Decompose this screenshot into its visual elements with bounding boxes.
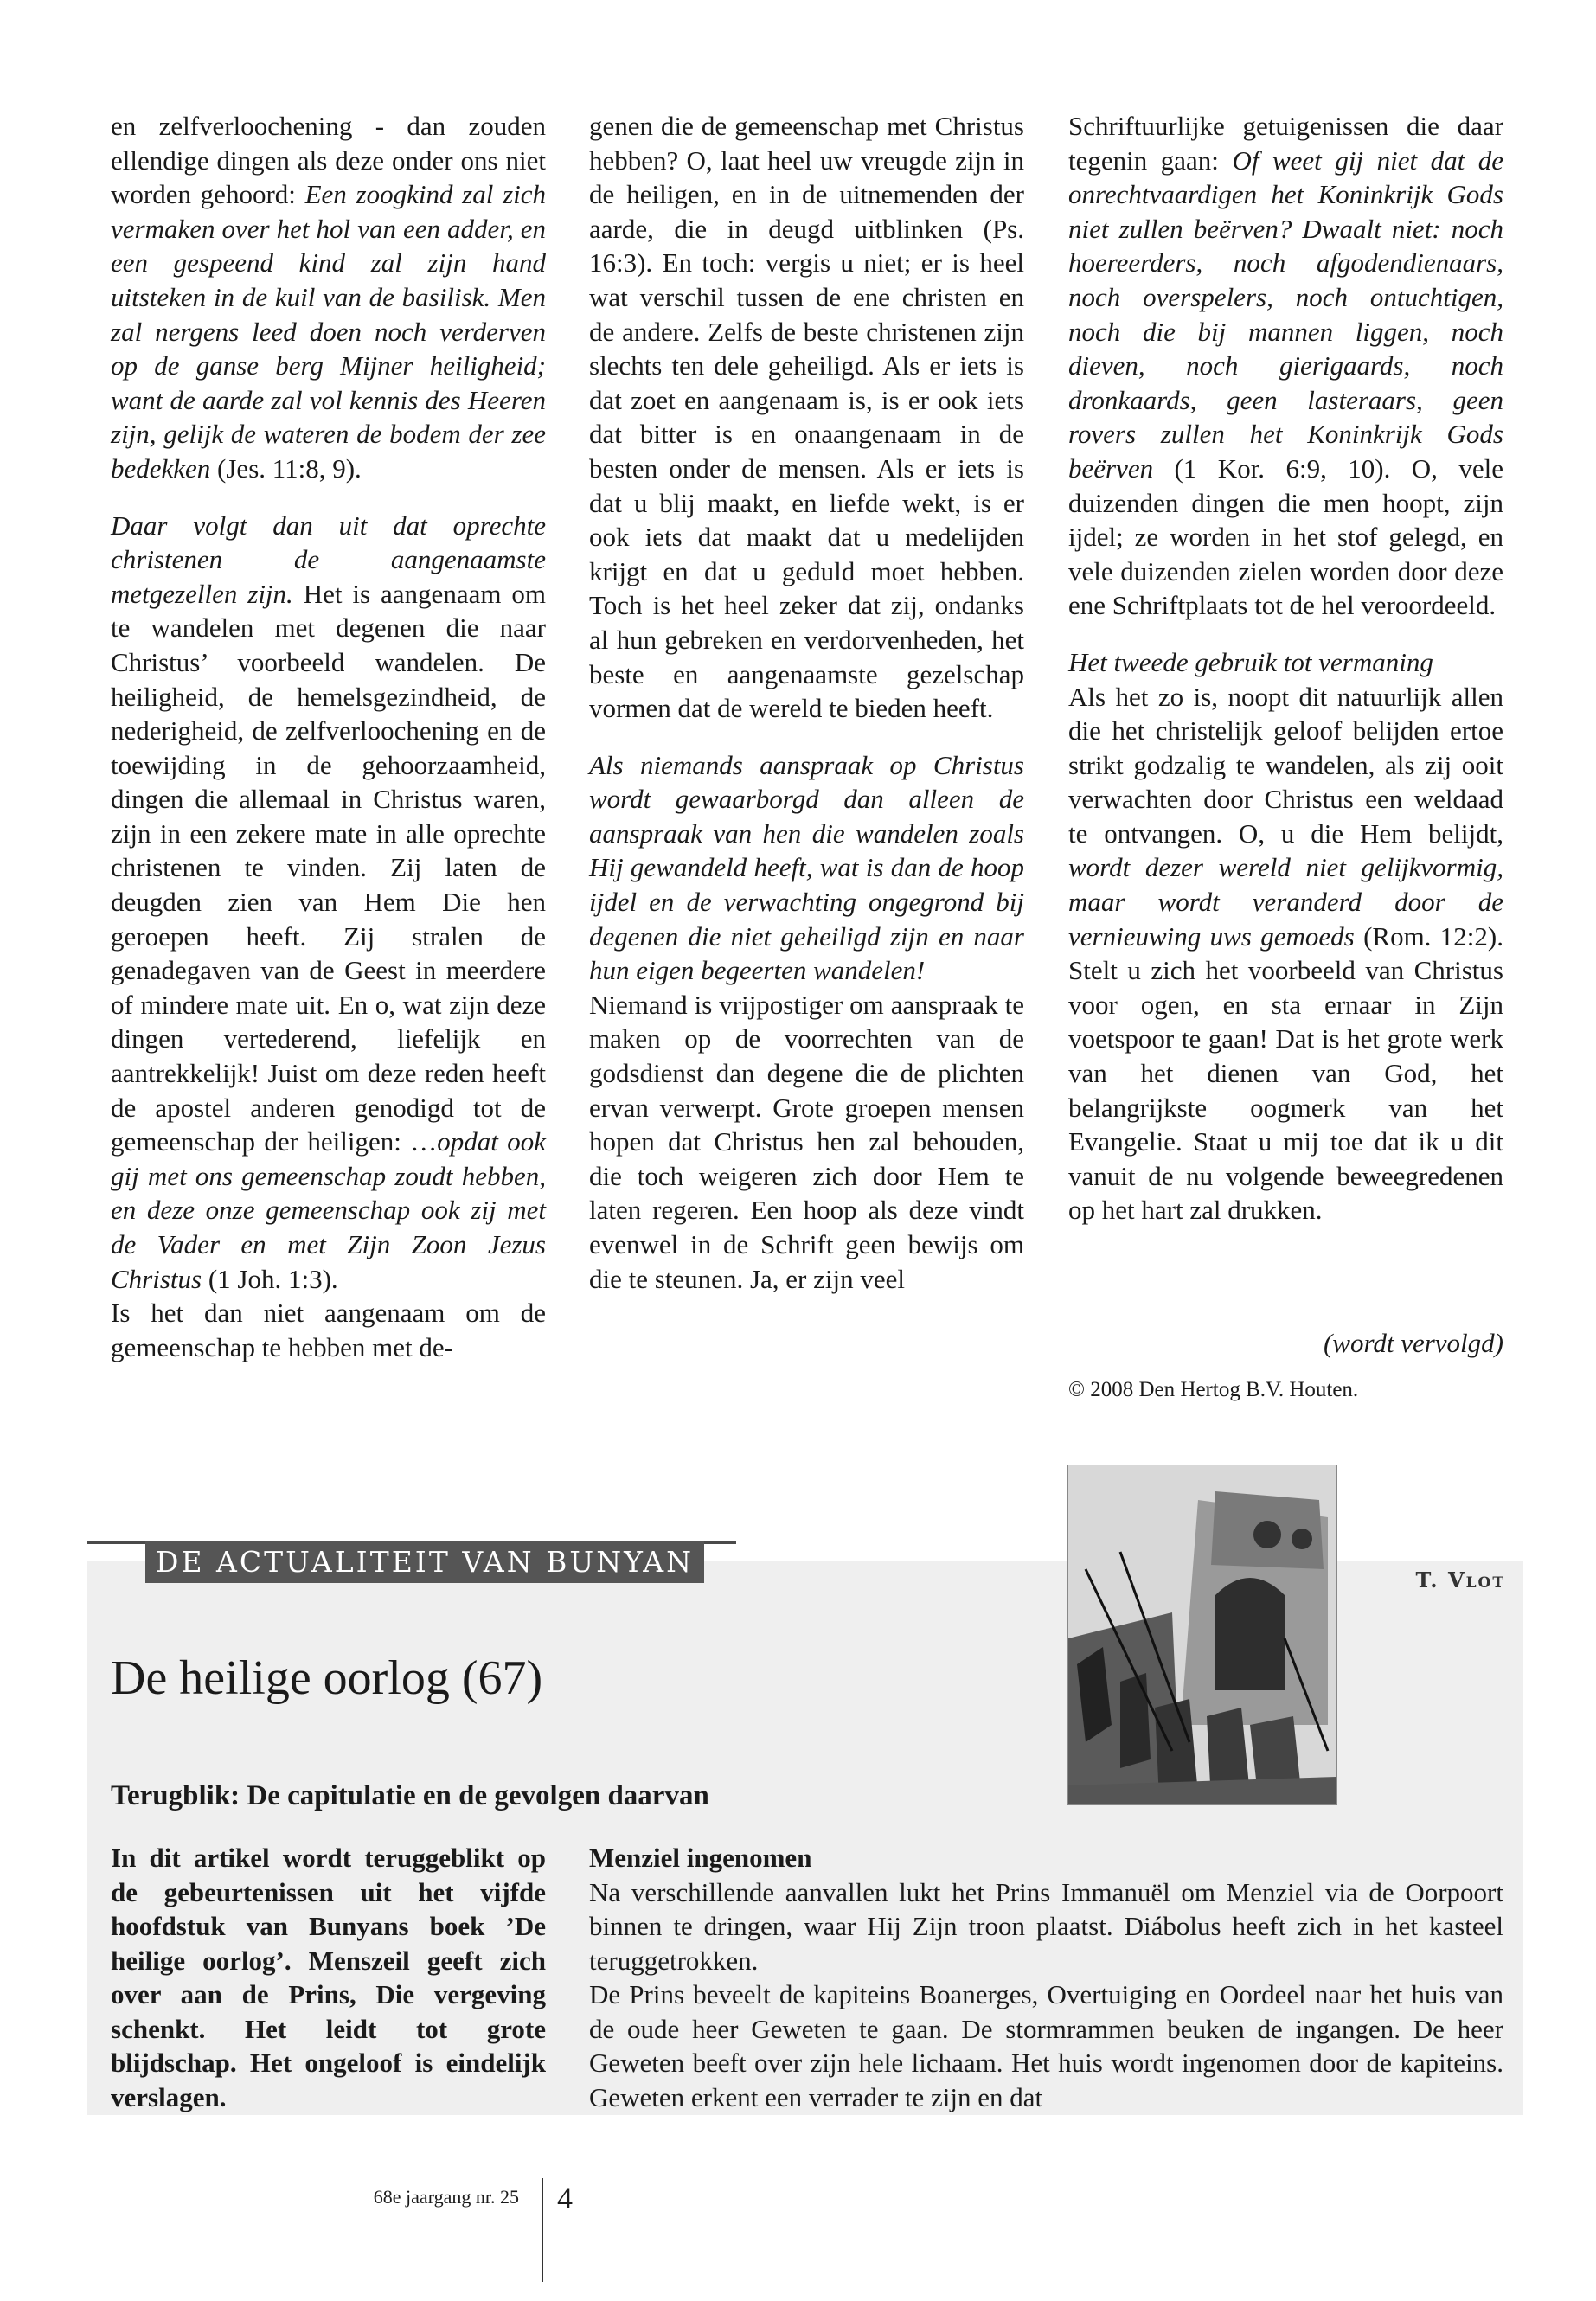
italic-run: wordt dezer wereld niet gelijkvormig, maar wordt veranderd door de vernieuwing uws gemoeds [1068,852,1503,952]
paragraph: Niemand is vrijpostiger om aanspraak te maken op de voorrechten van de godsdienst dan degene die de plichten ervan verwerpt. Grote groepen mensen hopen dat Christus hen zal behouden, die toch weigeren zich door Hem te laten regeren. Een hoop als deze vindt evenwel in de Schrift geen bewijs om die te steunen. Ja, er zijn veel [589,989,1024,1294]
italic-run: opdat ook gij met ons gemeenschap zoudt hebben, en deze onze gemeenschap ook zij met de Vader en met Zijn Zoon Jezus Christus [111,1126,547,1294]
issue-info: 68e jaargang nr. 25 [373,2186,519,2208]
article-title: De heilige oorlog (67) [111,1651,543,1705]
paragraph: Is het dan niet aangenaam om de gemeenschap te hebben met de- [111,1298,546,1362]
body-paragraph-1: Na verschillende aanvallen lukt het Prins Immanuël om Menziel via de Oorpoort binnen te dringen, waar Hij Zijn troon plaatst. Diábolus heeft zich in het kasteel teruggetrokken. [589,1876,1503,1976]
article-subtitle: Terugblik: De capitulatie en de gevolgen daarvan [111,1780,709,1811]
section-banner: DE ACTUALITEIT VAN BUNYAN [145,1541,704,1583]
italic-run: Daar volgt dan uit dat oprechte christenen de aangenaamste metgezellen zijn. [111,510,546,609]
page-number: 4 [557,2181,573,2215]
paragraph: en zelfverloochening - dan zouden ellendige dingen als deze onder ons niet worden gehoord: Een zoogkind zal zich vermaken over het hol van een adder, en een gespeend kind zal zijn hand uitsteken in de kuil van de basilisk. Men zal nergens leed doen noch verderven op de ganse berg Mijner heiligheid; want de aarde zal vol kennis des Heeren zijn, gelijk de wateren de bodem der zee bedekken (Jes. 11:8, 9). [111,111,547,484]
paragraph [1068,645,1503,680]
author-name: T. Vlot [1415,1567,1505,1593]
body-paragraph-2: De Prins beveelt de kapiteins Boanerges, Overtuiging en Oordeel naar het huis van de oude heer Geweten te gaan. De stormrammen beuken de ingangen. De heer Geweten beeft over zijn hele lichaam. Het huis wordt ingenomen door de kapiteins. Geweten erkent een verrader te zijn en dat [589,1979,1503,2112]
article-body [589,1841,1503,2114]
paragraph [589,748,1024,988]
paragraph: genen die de gemeenschap met Christus hebben? O, laat heel uw vreugde zijn in de heiligen, en in de uitnemenden der aarde, die in deugd uitblinken (Ps. 16:3). En toch: vergis u niet; er is heel wat verschil tussen de ene christen en de andere. Zelfs de beste christenen zijn slechts ten dele geheiligd. Als er iets is dat zoet en aangenaam is, is er ook iets dat bitter is en onaangenaam in de besten onder de mensen. Als er iets is dat u blij maakt, en liefde wekt, is er ook iets dat maakt dat u medelijden krijgt en dat u geduld moet hebben. Toch is het heel zeker dat zij, ondanks al hun gebreken en verdorvenheden, het beste en aangenaamste gezelschap vormen dat de wereld te bieden heeft. [589,111,1024,724]
siege-illustration [1067,1465,1337,1805]
text-column-1 [111,109,546,1364]
paragraph: Als het zo is, noopt dit natuurlijk allen die het christelijk geloof belijden ertoe strikt godzalig te wandelen, als zij ooit verwachten door Christus een weldaad te ontvangen. O, u die Hem belijdt, wordt dezer wereld niet gelijkvormig, maar wordt veranderd door de vernieuwing uws gemoeds (Rom. 12:2). Stelt u zich het voorbeeld van Christus voor ogen, en sta ernaar in Zijn voetspoor te gaan! Dat is het grote werk van het dienen van God, het belangrijkste oogmerk van het Evangelie. Staat u mij toe dat ik u dit vanuit de nu volgende beweegredenen op het hart zal drukken. [1068,681,1503,1226]
italic-run: Een zoogkind zal zich vermaken over het hol van een adder, en een gespeend kind zal zijn hand uitsteken in de kuil van de basilisk. Men zal nergens leed doen noch verderven op de ganse berg Mijner heiligheid; want de aarde zal vol kennis des Heeren zijn, gelijk de wateren de bodem der zee bedekken [111,179,547,484]
text-column-2 [589,109,1024,1296]
copyright: © 2008 Den Hertog B.V. Houten. [1068,1378,1359,1401]
italic-run: Het tweede gebruik tot vermaning [1068,646,1433,677]
italic-run: Of weet gij niet dat de onrechtvaardigen het Koninkrijk Gods niet zullen beërven? Dwaalt niet: noch hoereerders, noch afgodendienaars, noch overspelers, noch ontuchtigen, noch die bij mannen liggen, noch dieven, noch gierigaards, noch dronkaards, geen lasteraars, geen rovers zullen het Koninkrijk Gods beërven [1068,144,1503,484]
siege-engraving-icon [1068,1465,1336,1804]
italic-run: Als niemands aanspraak op Christus wordt gewaarborgd dan alleen de aanspraak van hen die wandelen zoals Hij gewandeld heeft, wat is dan de hoop ijdel en de verwachting ongegrond bij degenen die niet geheiligd zijn en naar hun eigen begeerten wandelen! [589,749,1024,986]
paragraph: Schriftuurlijke getuigenissen die daar tegenin gaan: Of weet gij niet dat de onrechtvaardigen het Koninkrijk Gods niet zullen beërven? Dwaalt niet: noch hoereerders, noch afgodendienaars, noch overspelers, noch ontuchtigen, noch die bij mannen liggen, noch dieven, noch gierigaards, noch dronkaards, geen lasteraars, geen rovers zullen het Koninkrijk Gods beërven (1 Kor. 6:9, 10). O, vele duizenden dingen die men hoopt, zijn ijdel; ze worden in het stof gelegd, en vele duizenden zielen worden door deze ene Schriftplaats tot de hel veroordeeld. [1068,111,1503,621]
column-3-end [1068,1328,1503,1402]
article-intro: In dit artikel wordt teruggeblikt op de gebeurtenissen uit het vijfde hoofdstuk van Bunyans boek ’De heilige oorlog’. Menszeil geeft zich over aan de Prins, Die vergeving schenkt. Het leidt tot grote blijdschap. Het ongeloof is eindelijk verslagen. [111,1843,546,2112]
text-column-3 [1068,109,1503,1227]
body-heading: Menziel ingenomen [589,1843,812,1873]
footer-divider [542,2178,543,2282]
paragraph: Daar volgt dan uit dat oprechte christenen de aangenaamste metgezellen zijn. Het is aangenaam om te wandelen met degenen die naar Christus’ voorbeeld wandelen. De heiligheid, de hemelsgezindheid, de nederigheid, de zelfverloochening en de toewijding in de gehoorzaamheid, dingen die allemaal in Christus waren, zijn in een zekere mate in alle oprechte christenen te vinden. Zij laten de deugden zien van Hem Die hen geroepen heeft. Zij stralen de genadegaven van de Geest in meerdere of mindere mate uit. En o, wat zijn deze dingen vertederend, liefelijk en aantrekkelijk! Juist om deze reden heeft de apostel anderen genodigd tot de gemeenschap der heiligen: …opdat ook gij met ons gemeenschap zoudt hebben, en deze onze gemeenschap ook zij met de Vader en met Zijn Zoon Jezus Christus (1 Joh. 1:3). [111,510,547,1294]
continued-note: (wordt vervolgd) [1323,1328,1503,1358]
